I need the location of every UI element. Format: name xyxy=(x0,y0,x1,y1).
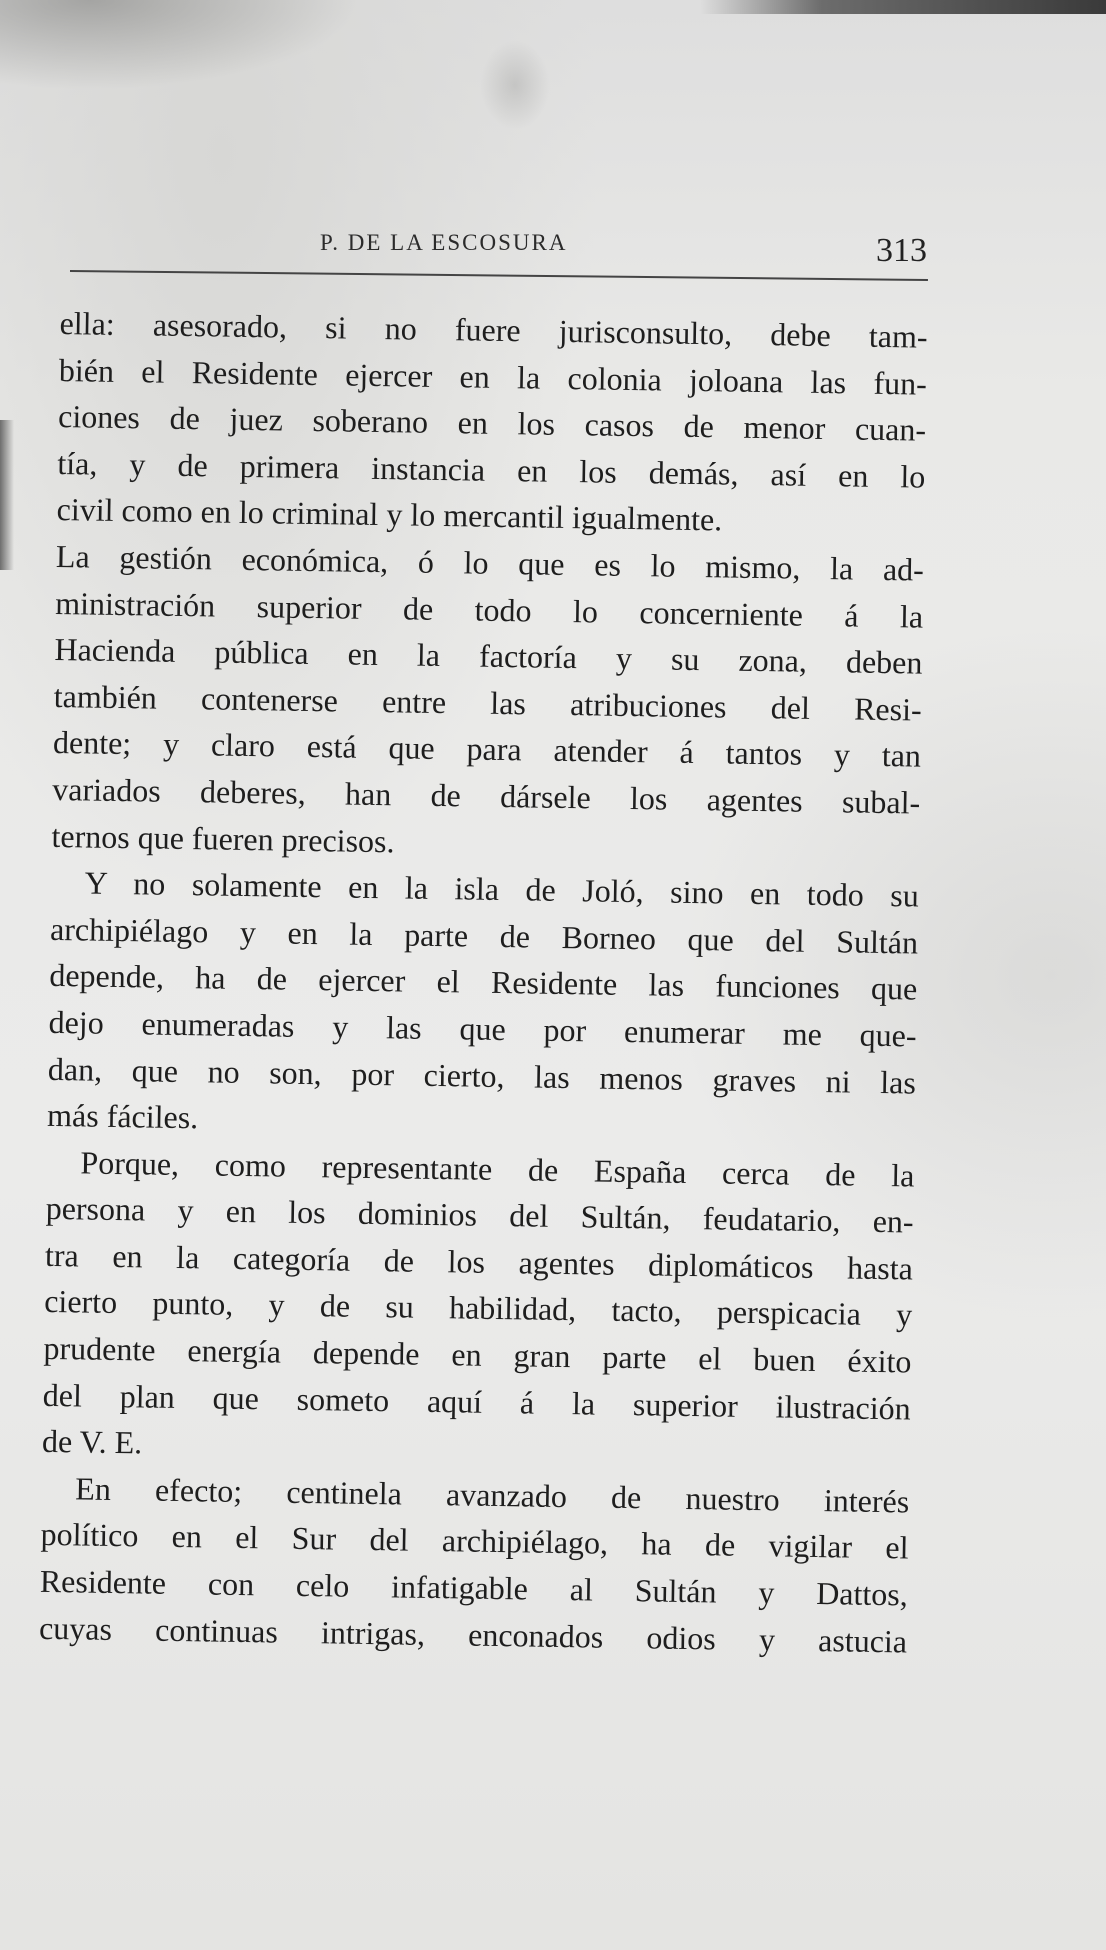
page-edge-shadow xyxy=(700,0,1106,14)
text-line: también contenerse entre las atribuciones del Resi- xyxy=(53,677,922,728)
text-line: cierto punto, y de su habilidad, tacto, perspicacia y xyxy=(43,1283,913,1333)
text-line: tía, y de primera instancia en los demás, así en lo xyxy=(57,444,926,495)
running-head xyxy=(60,218,932,278)
text-line: Hacienda pública en la factoría y su zona, deben xyxy=(54,631,923,681)
paper-stain xyxy=(480,40,550,130)
text-line: dente; y claro está que para atender á tantos y tan xyxy=(52,724,922,774)
text-line: La gestión económica, ó lo que es lo mismo, la ad- xyxy=(55,537,925,588)
page-shadow xyxy=(0,0,360,90)
text-line: Residente con celo infatigable al Sultán y Dattos, xyxy=(39,1562,909,1613)
text-line: En efecto; centinela avanzado de nuestro interés xyxy=(75,1470,910,1520)
paragraph-1 xyxy=(56,300,928,547)
text-line: archipiélago y en la parte de Borneo que del Sultán xyxy=(49,910,919,961)
text-line: civil como en lo criminal y lo mercantil igualmente. xyxy=(56,491,723,538)
paragraph-5 xyxy=(39,1465,910,1665)
page-number: 313 xyxy=(876,232,927,269)
body-text xyxy=(39,300,928,1665)
text-line: bién el Residente ejercer en la colonia joloana las fun- xyxy=(58,351,928,402)
text-line: dejo enumeradas y las que por enumerar me que- xyxy=(48,1003,917,1054)
text-line: prudente energía depende en gran parte el buen éxito xyxy=(43,1329,912,1380)
text-line: ternos que fueren precisos. xyxy=(51,817,395,859)
paragraph-3 xyxy=(47,859,919,1152)
binding-shadow xyxy=(0,420,14,570)
text-line: más fáciles. xyxy=(46,1096,199,1136)
text-line: persona y en los dominios del Sultán, feudatario, en- xyxy=(45,1190,914,1240)
text-line: Y no solamente en la isla de Joló, sino en todo su xyxy=(84,864,920,914)
text-line: Porque, como representante de España cerca de la xyxy=(80,1144,915,1194)
text-line: depende, ha de ejercer el Residente las funciones que xyxy=(49,957,918,1007)
text-line: del plan que someto aquí á la superior ilustración xyxy=(42,1376,911,1427)
paragraph-2 xyxy=(51,533,924,873)
text-line: político en el Sur del archipiélago, ha de vigilar el xyxy=(40,1516,909,1566)
text-line: tra en la categoría de los agentes diplomáticos hasta xyxy=(44,1236,914,1287)
running-title: P. DE LA ESCOSURA xyxy=(320,230,568,255)
text-line: dan, que no son, por cierto, las menos graves ni las xyxy=(47,1050,917,1101)
text-line: de V. E. xyxy=(41,1423,143,1461)
text-line: ella: asesorado, si no fuere jurisconsulto, debe tam- xyxy=(59,304,928,355)
text-line: ciones de juez soberano en los casos de menor cuan- xyxy=(57,398,927,448)
text-line: variados deberes, han de dársele los agentes subal- xyxy=(52,770,921,821)
text-line: cuyas continuas intrigas, enconados odios y astucia xyxy=(38,1609,908,1660)
paragraph-4 xyxy=(42,1139,915,1479)
text-line: ministración superior de todo lo concerniente á la xyxy=(54,584,924,635)
